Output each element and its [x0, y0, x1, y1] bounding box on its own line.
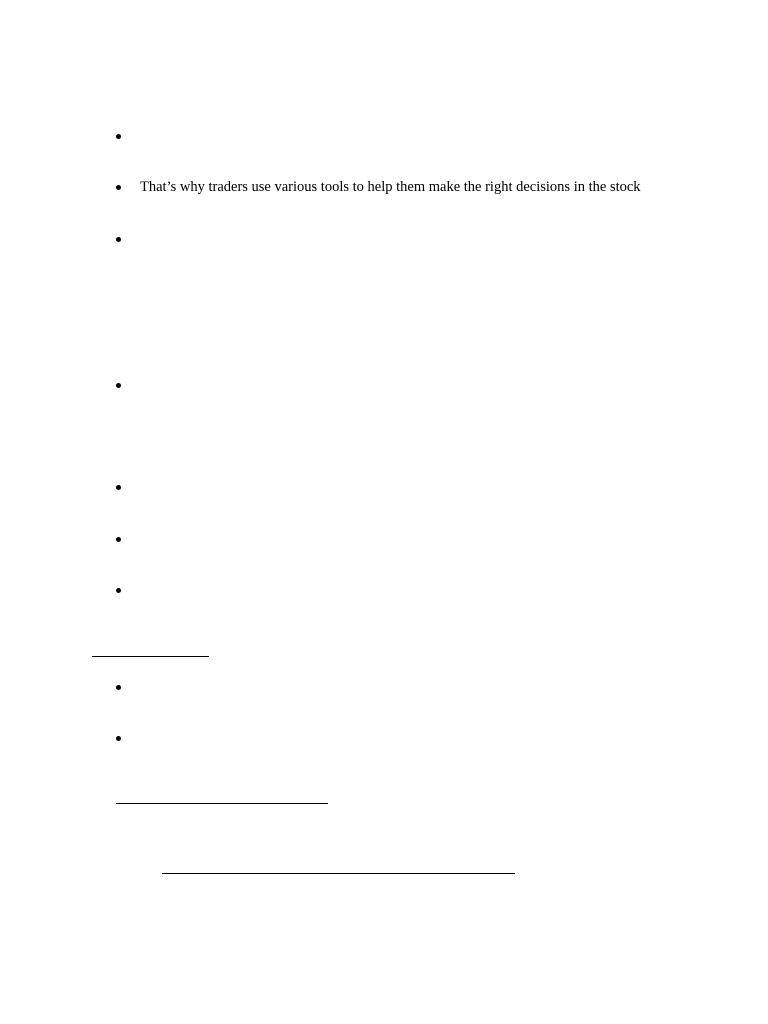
bullet-icon: [116, 736, 121, 741]
bullet-icon: [116, 237, 121, 242]
list-item: [116, 126, 140, 146]
list-item: [116, 677, 140, 697]
list-item: [116, 229, 140, 249]
list-item: [116, 177, 641, 197]
list-item-text: That’s why traders use various tools to help them make the right decisions in the stock: [140, 179, 641, 195]
underline-rule: [162, 873, 515, 874]
underline-rule: [92, 656, 209, 657]
bullet-icon: [116, 588, 121, 593]
bullet-icon: [116, 685, 121, 690]
list-item: [116, 375, 140, 395]
list-item: [116, 477, 140, 497]
bullet-icon: [116, 485, 121, 490]
underline-rule: [116, 803, 328, 804]
bullet-icon: [116, 185, 121, 190]
list-item: [116, 580, 140, 600]
bullet-icon: [116, 134, 121, 139]
list-item: [116, 728, 140, 748]
list-item: [116, 529, 140, 549]
bullet-icon: [116, 383, 121, 388]
bullet-icon: [116, 537, 121, 542]
